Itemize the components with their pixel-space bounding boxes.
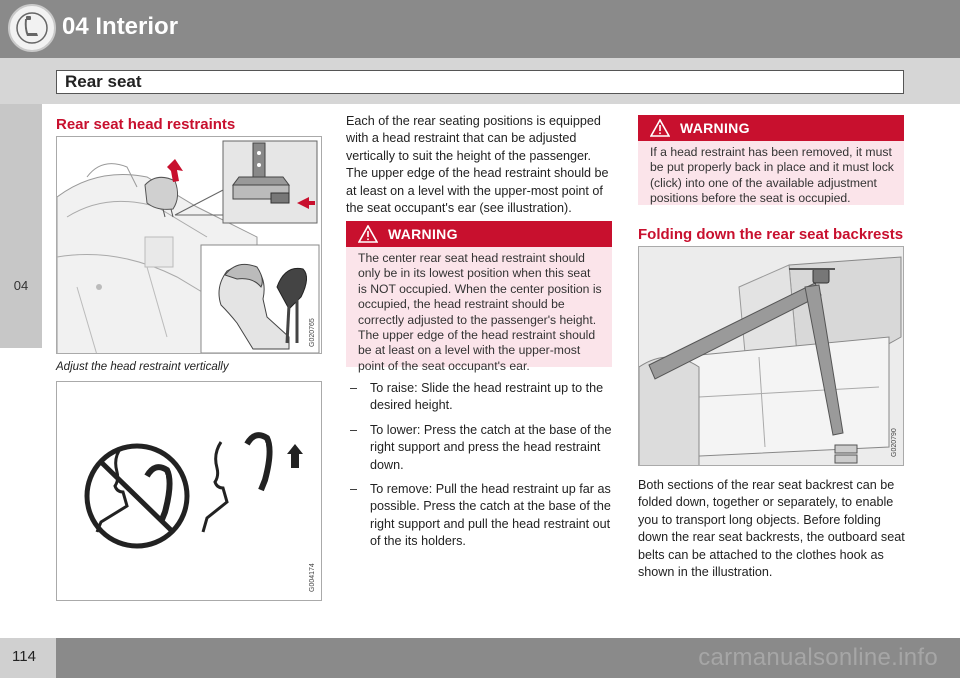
folding-paragraph: Both sections of the rear seat backrest can be folded down, together or separately, to enable you to transport long objects. Before folding down the rear seat backrests, the outboard seat belts can be attached to the clothes hook as shown in the illustration. bbox=[638, 478, 905, 580]
warning-text: The center rear seat head restraint should only be in its lowest position when this seat is NOT occupied. When the center position is occupied, the head restraint should be correctly adjusted to the passenger's height. The upper edge of the head restraint should be at least on a level with the upper-most point of the seat occupant's ear. bbox=[358, 251, 602, 373]
figure-code-2: G004174 bbox=[309, 563, 316, 592]
figure-code-1: G020765 bbox=[309, 318, 316, 347]
side-chapter-tab bbox=[0, 104, 42, 348]
warning-title: WARNING bbox=[388, 226, 458, 242]
warning-box-removed-restraint bbox=[638, 115, 904, 205]
warning-box-center-restraint bbox=[346, 221, 612, 373]
figure-head-restraint-adjust bbox=[56, 136, 322, 354]
intro-paragraph: Each of the rear seating positions is equipped with a head restraint that can be adjusted vertically to suit the height of the passenger. The upper edge of the head restraint should be at least on a level with the upper-most point of the seat occupant's ear (see illustration). bbox=[346, 114, 609, 216]
list-item: – To raise: Slide the head restraint up to the desired height. bbox=[350, 381, 604, 413]
figure-no-head-restraint-use bbox=[56, 381, 322, 601]
warning-header bbox=[638, 115, 904, 141]
warning-text: If a head restraint has been removed, it must be put properly back in place and it must lock (click) into one of the available adjustment positions before the seat is occupied. bbox=[650, 145, 894, 206]
warning-triangle-icon bbox=[650, 119, 670, 137]
warning-triangle-icon bbox=[358, 225, 378, 243]
section-heading-head-restraints: Rear seat head restraints bbox=[56, 116, 236, 133]
warning-header bbox=[346, 221, 612, 247]
figure-code-3: G020790 bbox=[891, 428, 898, 457]
watermark-text: carmanualsonline.info bbox=[698, 644, 938, 671]
side-tab-label: 04 bbox=[13, 278, 29, 293]
list-item: – To lower: Press the catch at the base of the right support and press the head restraint down. bbox=[350, 422, 612, 472]
section-title: Rear seat bbox=[56, 70, 904, 94]
adjustment-steps-list bbox=[346, 380, 614, 558]
seat-icon bbox=[8, 4, 56, 52]
warning-title: WARNING bbox=[680, 120, 750, 136]
figure-caption: Adjust the head restraint vertically bbox=[56, 361, 229, 373]
list-item: – To remove: Pull the head restraint up far as possible. Press the catch at the base of the right support and pull the head restraint out of the its holders. bbox=[350, 482, 611, 549]
page-number: 114 bbox=[12, 648, 36, 665]
figure-seat-belt-hook bbox=[638, 246, 904, 466]
chapter-title: 04 Interior bbox=[62, 13, 179, 40]
section-heading-folding-backrests: Folding down the rear seat backrests bbox=[638, 226, 904, 243]
